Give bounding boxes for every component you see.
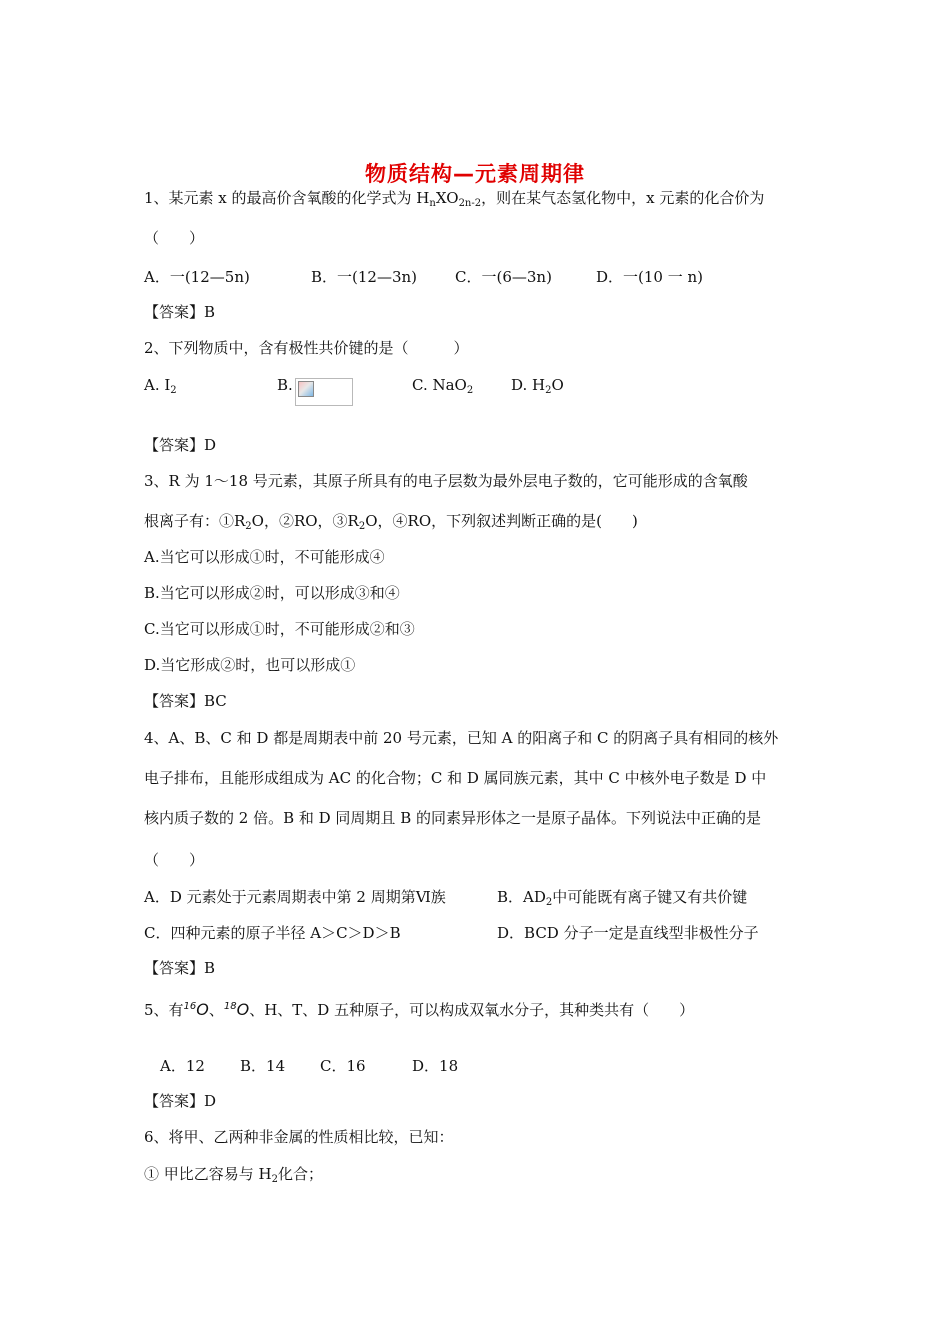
question-3-option-a: A.当它可以形成①时，不可能形成④ — [144, 548, 385, 566]
question-4-option-c: C．四种元素的原子半径 A＞C＞D＞B — [144, 924, 401, 942]
isotope-o18: $^{18}$O — [223, 1000, 250, 1019]
question-6-item-1: ① 甲比乙容易与 $H_2$化合； — [144, 1165, 324, 1185]
question-3-stem-line2: 根离子有：$①R_2O$，②RO，$③R_2O$，④RO，下列叙述判断正确的是( ) — [144, 512, 638, 532]
question-4-option-d: D．BCD 分子一定是直线型非极性分子 — [497, 924, 759, 942]
question-5-stem: 5、有$^{16}$O、$^{18}$O、H、T、D 五种原子，可以构成双氧水分子，其种类共有（ ） — [144, 1000, 695, 1019]
question-2-option-b: B. — [277, 376, 353, 406]
question-4-stem-line2: 电子排布，且能形成组成为 AC 的化合物；C 和 D 属同族元素，其中 C 中核外电子数是 D 中 — [144, 769, 767, 787]
question-2-option-c: C. NaO$_2$ — [412, 376, 474, 396]
question-1-option-a: A．一(12—5n) — [144, 268, 250, 286]
question-1-paren: （ ） — [144, 229, 205, 247]
question-3-stem-line1: 3、R 为 1～18 号元素，其原子所具有的电子层数为最外层电子数的，它可能形成的含氧酸 — [144, 472, 748, 490]
question-5-option-a: A．12 — [160, 1057, 205, 1075]
question-2-answer: 【答案】D — [144, 436, 217, 454]
question-2-option-a: A. $I_2$ — [144, 376, 177, 396]
question-3-option-c: C.当它可以形成①时，不可能形成②和③ — [144, 620, 415, 638]
question-3-answer: 【答案】BC — [144, 692, 227, 710]
question-1-option-c: C．一(6—3n) — [455, 268, 552, 286]
question-4-option-b: B．$AD_2$中可能既有离子键又有共价键 — [497, 888, 748, 908]
question-1-option-b: B．一(12—3n) — [311, 268, 418, 286]
question-5-answer: 【答案】D — [144, 1092, 217, 1110]
isotope-o16: $^{16}$O — [183, 1000, 209, 1019]
question-3-option-d: D.当它形成②时，也可以形成① — [144, 656, 356, 674]
question-5-option-d: D．18 — [412, 1057, 459, 1075]
question-2-stem: 2、下列物质中，含有极性共价键的是（ ） — [144, 339, 469, 357]
page-title: 物质结构—元素周期律 — [365, 162, 585, 186]
question-4-stem-line3: 核内质子数的 2 倍。B 和 D 同周期且 B 的同素异形体之一是原子晶体。下列说法中正确的是 — [144, 809, 761, 827]
question-1-stem: 1、某元素 x 的最高价含氧酸的化学式为 $H_nXO_{2n-2}$，则在某气态氢化物中，x 元素的化合价为 — [144, 189, 765, 209]
broken-image-icon — [295, 378, 353, 406]
question-1-option-d: D．一(10 一 n) — [596, 268, 704, 286]
question-4-option-a: A．D 元素处于元素周期表中第 2 周期第Ⅵ族 — [144, 888, 446, 906]
question-4-stem-line1: 4、A、B、C 和 D 都是周期表中前 20 号元素，已知 A 的阳离子和 C 的阴离子具有相同的核外 — [144, 729, 779, 747]
question-4-answer: 【答案】B — [144, 959, 216, 977]
question-4-paren: （ ） — [144, 851, 205, 869]
question-6-stem: 6、将甲、乙两种非金属的性质相比较，已知： — [144, 1128, 454, 1146]
question-5-option-c: C．16 — [320, 1057, 366, 1075]
question-2-option-d: D. $H_2O$ — [511, 376, 564, 396]
question-5-option-b: B．14 — [240, 1057, 286, 1075]
question-3-option-b: B.当它可以形成②时，可以形成③和④ — [144, 584, 400, 602]
question-1-answer: 【答案】B — [144, 303, 216, 321]
